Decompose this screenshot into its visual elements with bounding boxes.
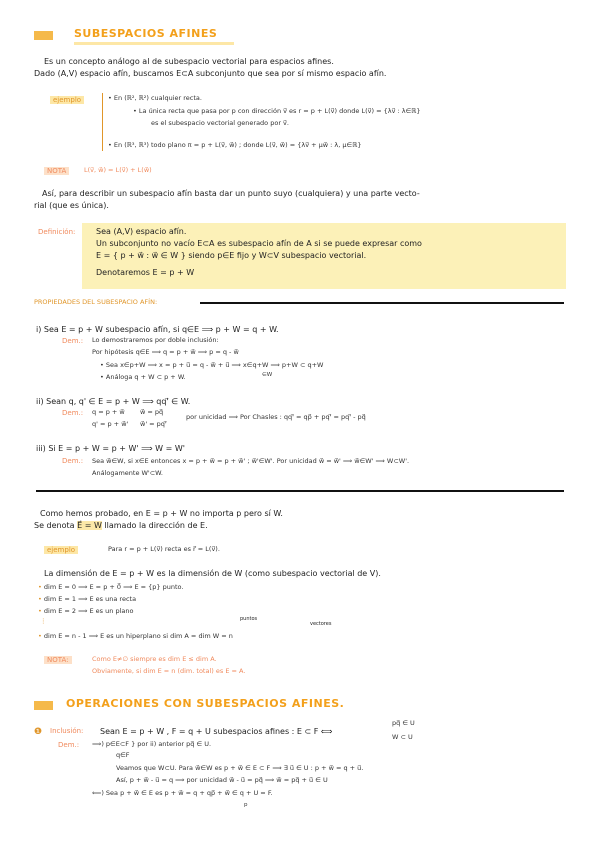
section2-number: 2.5 (34, 701, 53, 710)
dir-suffix: llamado la dirección de E. (104, 521, 208, 530)
prop-i-title: i) Sea E = p + W subespacio afín, si q∈E ⟹ p + W = q + W. (36, 325, 279, 334)
inclusion-line-1b: q∈F (116, 751, 130, 759)
inclusion-tag: Inclusión: (50, 727, 84, 735)
dir-line-1: Como hemos probado, en E = p + W no importa p pero sí W. (40, 509, 283, 518)
inclusion-line-1: ⟹) p∈E⊂F } por ii) anterior pq⃗ ∈ U. (92, 740, 212, 748)
section-rule (36, 490, 564, 492)
dim-intro: La dimensión de E = p + W es la dimensión de W (como subespacio vectorial de V). (44, 569, 381, 578)
dim-1-text: dim E = 1 ⟹ E es una recta (43, 595, 137, 603)
inclusion-line-4-sub: p (244, 802, 248, 808)
inclusion-line-3: Así, p + w⃗ - u⃗ = q ⟹ por unicidad w⃗ - u⃗ = pq⃗ ⟹ w⃗ = pq⃗ + u⃗ ∈ U (116, 776, 328, 784)
prop-iii-title: iii) Si E = p + W = p + W' ⟹ W = W' (36, 444, 185, 453)
para-line-1: Así, para describir un subespacio afín basta dar un punto suyo (cualquiera) y una parte vecto- (42, 189, 420, 198)
section-number-badge (34, 31, 53, 40)
definicion-line-1: Sea (A,V) espacio afín. (96, 227, 187, 236)
intro-line-1: Es un concepto análogo al de subespacio vectorial para espacios afines. (44, 57, 334, 66)
definicion-line-4: Denotaremos E = p + W (96, 268, 195, 277)
prop-i-line-1: Lo demostraremos por doble inclusión: (92, 336, 219, 344)
dir-notation: E⃗ = W (77, 521, 102, 530)
prop-i-dem: Dem.: (62, 337, 84, 345)
dir-prefix: Se denota (34, 521, 75, 530)
prop-iii-line-1: Sea w⃗∈W, si x∈E entonces x = p + w⃗ = p + w⃗' ; w⃗'∈W'. Por unicidad w⃗ = w⃗' ⟹ w⃗∈W' ⟹ W⊂W'. (92, 457, 410, 465)
prop-iii-line-2: Análogamente W'⊂W. (92, 469, 163, 477)
dim-n-text: dim E = n - 1 ⟹ E es un hiperplano si dim A = dim W = n (43, 632, 233, 640)
prop-ii-line-2b: w⃗' = pq'⃗ (140, 420, 167, 428)
prop-i-line-4: • Análoga q + W ⊂ p + W. (100, 373, 186, 381)
ejemplo-line-3: es el subespacio vectorial generado por v⃗. (151, 119, 289, 127)
ejemplo-line-1: • En (ℝ², ℝ²) cualquier recta. (108, 94, 202, 102)
nota-text: L(v⃗, w⃗) = L(v⃗) + L(w⃗) (84, 166, 152, 174)
properties-rule (200, 302, 564, 304)
prop-iii-dem: Dem.: (62, 457, 84, 465)
prop-ii-dem: Dem.: (62, 409, 84, 417)
dim-2-text: dim E = 2 ⟹ E es un plano (43, 607, 134, 615)
prop-ii-line-2: q' = p + w⃗' (92, 420, 129, 428)
prop-i-line-2: Por hipótesis q∈E ⟹ q = p + w⃗ ⟹ p = q - w⃗ (92, 348, 239, 356)
ejemplo-line-2: • La única recta que pasa por p con dirección v⃗ es r = p + L(v⃗) donde L(v⃗) = {λv⃗ : λ∈ℝ} (133, 107, 421, 115)
prop-i-line-3-sub: ∈W (262, 372, 273, 378)
definicion-line-3: E = { p + w⃗ : w⃗ ∈ W } siendo p∈E fijo y W⊂V subespacio vectorial. (96, 251, 367, 260)
prop-ii-line-1: q = p + w⃗ (92, 408, 125, 416)
inclusion-line-4: ⟸) Sea p + w⃗ ∈ E es p + w⃗ = q + qp⃗ + w⃗ ∈ q + U = F. (92, 789, 273, 797)
dim-n: • dim E = n - 1 ⟹ E es un hiperplano si dim A = dim W = n (38, 632, 233, 640)
section-number: 2.4 (34, 31, 53, 40)
nota2-tag: NOTA: (44, 656, 72, 664)
para-line-2: rial (que es única). (34, 201, 109, 210)
ejemplo-tag: ejemplo (50, 96, 84, 104)
ejemplo-line-4: • En (ℝ³, ℝ³) todo plano π = p + L(v⃗, w⃗) ; donde L(v⃗, w⃗) = {λv⃗ + μw⃗ : λ, μ∈ℝ} (108, 141, 362, 149)
dir-line-2 (34, 521, 208, 530)
prop-ii-title: ii) Sean q, q' ∈ E = p + W ⟹ qq'⃗ ∈ W. (36, 397, 191, 406)
prop-ii-line-3: por unicidad ⟹ Por Chasles : qq'⃗ = qp⃗ + pq'⃗ = pq'⃗ - pq⃗ (186, 413, 366, 421)
prop-ii-line-1b: w⃗ = pq⃗ (140, 408, 164, 416)
inclusion-dem: Dem.: (58, 741, 80, 749)
ejemplo2-tag: ejemplo (44, 546, 78, 554)
properties-heading: PROPIEDADES DEL SUBESPACIO AFÍN: (34, 298, 158, 306)
inclusion-line-2: Veamos que W⊂U. Para w⃗∈W es p + w⃗ ∈ E ⊂ F ⟹ ∃ u⃗ ∈ U : p + w⃗ = q + u⃗. (116, 764, 364, 772)
dim-annotation-points: puntos (240, 616, 258, 622)
definicion-tag: Definición: (38, 228, 76, 236)
dim-2: • dim E = 2 ⟹ E es un plano (38, 607, 134, 615)
nota2-line-1: Como E≠∅ siempre es dim E ≤ dim A. (92, 655, 217, 663)
title-underline (74, 42, 234, 45)
dim-annotation-vectors: vectores (310, 621, 332, 627)
inclusion-text: Sean E = p + W , F = q + U subespacios afines : E ⊂ F ⟺ (100, 727, 333, 736)
intro-line-2: Dado (A,V) espacio afín, buscamos E⊂A subconjunto que sea por sí mismo espacio afín. (34, 69, 387, 78)
nota-tag: NOTA (44, 167, 69, 175)
dim-0-text: dim E = 0 ⟹ E = p + 0⃗ ⟹ E = {p} punto. (43, 583, 184, 591)
nota2-line-2: Obviamente, si dim E = n (dim. total) es E = A. (92, 667, 246, 675)
inclusion-marker-icon: ❶ (34, 727, 43, 737)
prop-i-line-3: • Sea x∈p+W ⟹ x = p + u⃗ = q - w⃗ + u⃗ ⟹ x∈q+W ⟹ p+W ⊂ q+W (100, 361, 324, 369)
dim-0: • dim E = 0 ⟹ E = p + 0⃗ ⟹ E = {p} punto. (38, 583, 184, 591)
definicion-line-2: Un subconjunto no vacío E⊂A es subespacio afín de A si se puede expresar como (96, 239, 422, 248)
inclusion-cond-1: pq⃗ ∈ U (392, 719, 415, 727)
inclusion-cond-2: W ⊂ U (392, 733, 413, 741)
section2-title: OPERACIONES CON SUBESPACIOS AFINES. (66, 697, 345, 710)
dim-1: • dim E = 1 ⟹ E es una recta (38, 595, 137, 603)
section-title: SUBESPACIOS AFINES (74, 27, 218, 40)
ejemplo2-text: Para r = p + L(v⃗) recta es r⃗ = L(v⃗). (108, 545, 220, 553)
ejemplo-brace (102, 93, 106, 151)
dim-ellipsis: ⋮ (40, 617, 47, 625)
